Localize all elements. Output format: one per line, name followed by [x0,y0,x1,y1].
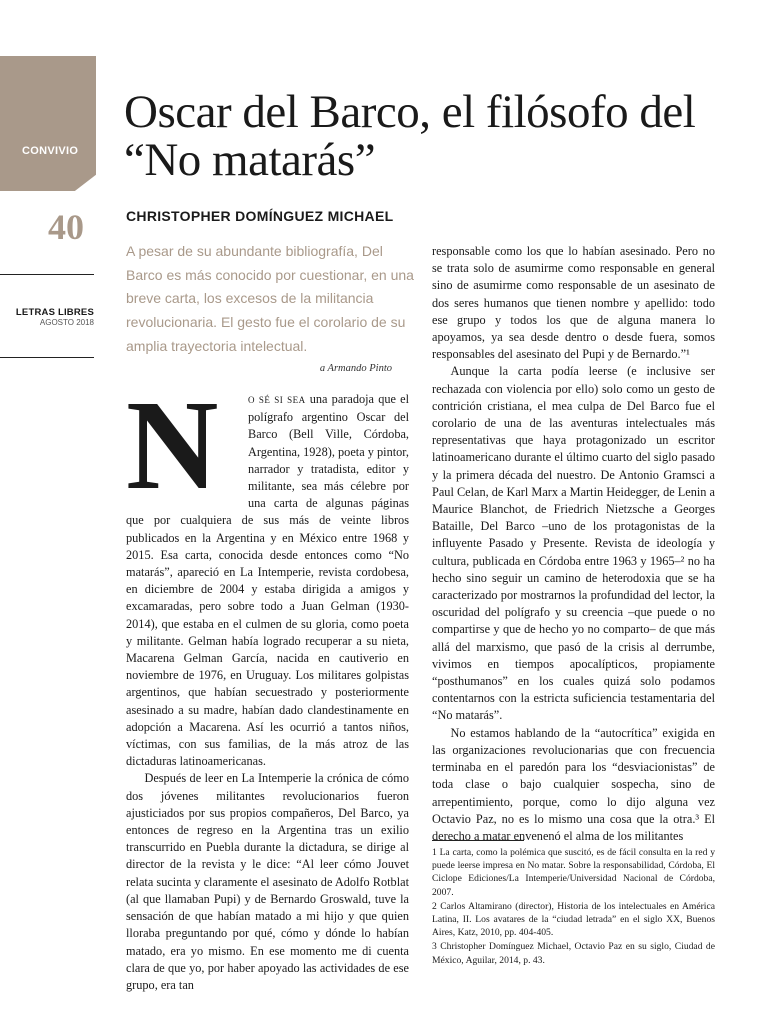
section-label: CONVIVIO [22,145,79,157]
paragraph-1 [126,374,410,770]
article-title: Oscar del Barco, el filósofo del “No matarás” [124,86,696,186]
paragraph-2: Después de leer en La Intemperie la crónica de cómo dos jóvenes militantes revolucionarios fueron ajusticiados por sus propios compañeros, Del Barco, ya entonces de regreso en la Argentina tras un exilio transcurrido en Puebla durante la dictadura, se dirige al director de la revista y le dice: “Al leer cómo Jouvet relata sucinta y claramente el asesinato de Adolfo Rotblat (al que llamaban Pupi) y de Bernardo Groswald, tuve la sensación de que habían matado a mi hijo y que quien lloraba preguntando por qué, cómo y dónde lo habían matado, era yo mismo. En ese momento me di cuenta clara de que yo, por haber apoyado las actividades de ese grupo, era tan [126,771,409,992]
magazine-name: LETRAS LIBRES [15,307,94,318]
paragraph-4: Aunque la carta podía leerse (e inclusive ser rechazada con violencia por ello) solo como un gesto de contrición cristiana, el mea culpa de Del Barco fue el corolario de una de las aventuras intelectuales más representativas que haya protagonizado un escritor latinoamericano durante el último cuarto del siglo pasado y la primera década del nuestro. De Antonio Gramsci a Paul Celan, de Karl Marx a Martin Heidegger, de Lenin a Maurice Blanchot, de Friedrich Nietzsche a Georges Bataille, Del Barco –uno de los protagonistas de la influyente Pasado y Presente. Revista de ideología y cultura, publicada en Córdoba entre 1963 y 1965–² no ha hecho sino seguir un camino de heterodoxia que se ha caracterizado por mostrarnos la profundidad del lector, la oscuridad del polígrafo y su creencia –que puede o no compartirse y que de hecho yo no comparto– de que más allá del marxismo, que pasó de la crisis al derrumbe, vivimos en tiempos apocalípticos, propiamente “posthumanos” en los cuales quizá solo podamos contentarnos con la estricta suficiencia testamentaria del “No matarás”. [432,364,715,723]
article-lede: A pesar de su abundante bibliografía, Del Barco es más conocido por cuestionar, en una breve carta, los excesos de la militancia revolucionaria. El gesto fue el corolario de su amplia trayectoria intelectual. [126,243,414,354]
body-column-left [126,374,410,994]
footnote-1: 1 La carta, como la polémica que suscitó, es de fácil consulta en la red y puede leerse impresa en No matar. Sobre la responsabilidad, Córdoba, El Ciclope Ediciones/La Intemperie/Universidad Nacional de Córdoba, 2007. [432,847,715,898]
footnote-rule [432,840,524,841]
paragraph-1-text: una paradoja que el polígrafo argentino Oscar del Barco (Bell Ville, Córdoba, Argentina, 1928), poeta y pintor, narrador y tratadista, editor y militante, sea más célebre por una carta de algunas páginas que por cualquiera de sus más de veinte libros publicados en la Argentina y en México entre 1968 y 2015. Esa carta, conocida desde entonces como “No matarás”, apareció en La Intemperie, revista cordobesa, en diciembre de 2004 y estaba dirigida a amigos y excamaradas, pero sobre todo a Juan Gelman (1930-2014), que estaba en el culmen de su gloria, como poeta y militante. Gelman había logrado recuperar a su nieta, Macarena Gelman García, nacida en cautiverio en noviembre de 1976, en Uruguay. Los militares golpistas argentinos, que habían secuestrado y posteriormente asesinado a su madre, habían dado clandestinamente en adopción a Macarena. Así les ocurrió a tantos niños, víctimas, con sus familias, de la más atroz de las dictaduras latinoamericanas. [126,392,410,769]
illustration-credit: a Armando Pinto [319,363,392,374]
footnote-2: 2 Carlos Altamirano (director), Historia de los intelectuales en América Latina, II. Los avatares de la “ciudad letrada” en el siglo XX, Buenos Aires, Katz, 2010, pp. 404-405. [432,900,715,939]
footnote-3: 3 Christopher Domínguez Michael, Octavio Paz en su siglo, Ciudad de México, Aguilar, 2014, p. 43. [432,941,715,966]
sidebar-rule-bottom [0,357,94,358]
footnotes [432,846,715,968]
sidebar-rule-top [0,274,94,275]
page-number: 40 [48,207,84,247]
paragraph-5: No estamos hablando de la “autocrítica” exigida en las organizaciones revolucionarias que con frecuencia terminaba en el paredón para los “desviacionistas” de toda clase o bajo cualquier sospecha, sino de arrepentimiento, porque, como lo dijo alguna vez Octavio Paz, no es lo mismo una cosa que la otra.³ El derecho a matar envenenó el alma de los militantes [432,725,715,843]
paragraph-3: responsable como los que lo habían asesinado. Pero no se trata solo de asumirme como responsable en general sino de asumirme como responsable de un asesinato de dos seres humanos que tienen nombre y apellido: todo ese grupo y todos los que de alguna manera lo apoyamos, ya sea desde dentro o desde fuera, somos responsables del asesinato del Pupi y de Bernardo.”¹ [432,244,715,362]
opening-smallcaps: O SÉ SI SEA [248,395,306,405]
article-author: CHRISTOPHER DOMÍNGUEZ MICHAEL [126,208,394,224]
section-tab [0,56,96,191]
drop-cap: N [126,374,219,516]
body-column-right [432,243,715,845]
issue-date: AGOSTO 2018 [39,318,94,327]
